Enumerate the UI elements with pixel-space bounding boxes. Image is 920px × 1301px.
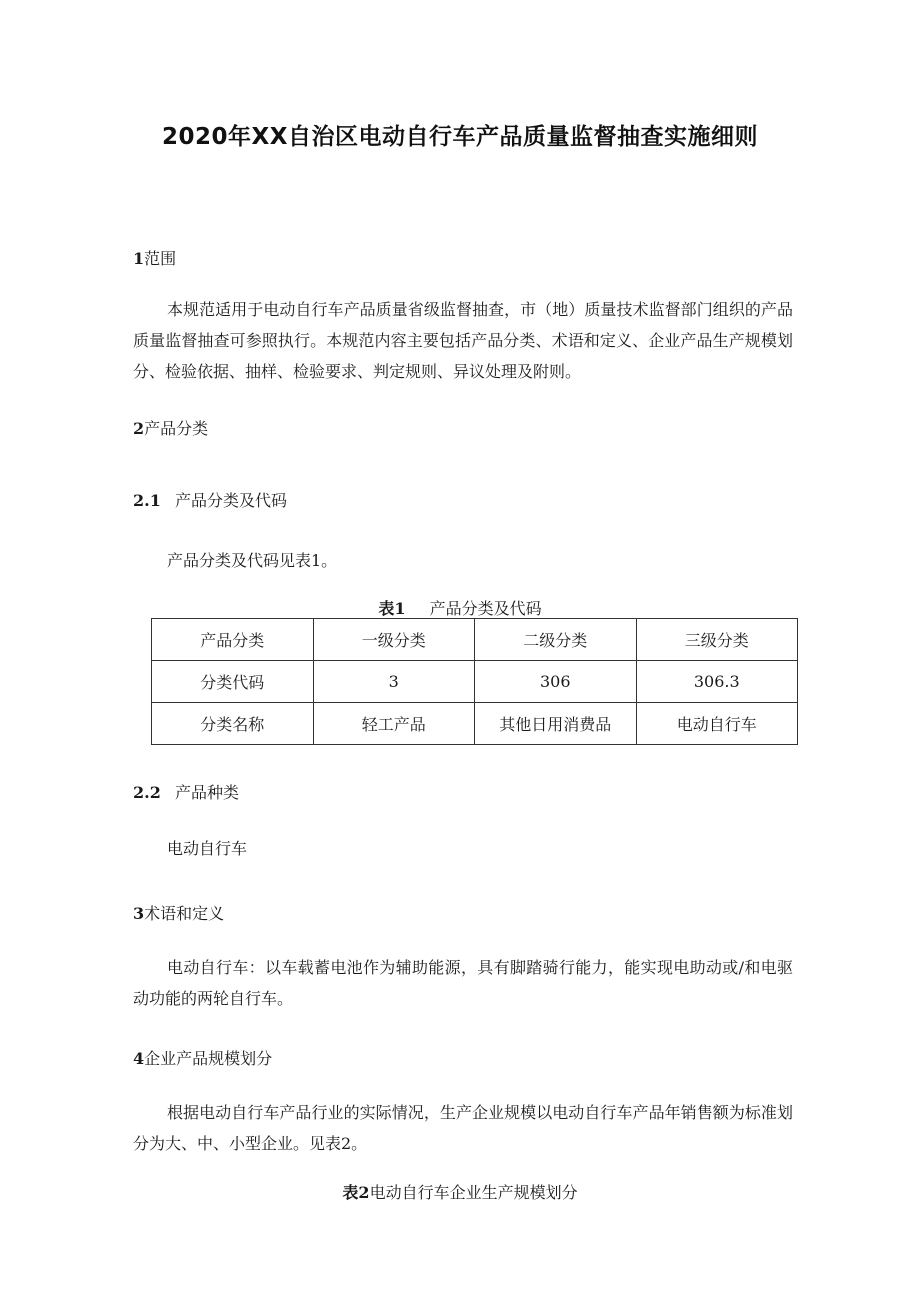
- table-cell: 二级分类: [475, 619, 637, 661]
- section-2-1-title: 产品分类及代码: [175, 491, 288, 510]
- table-cell: 分类代码: [152, 661, 314, 703]
- table-cell: 产品分类: [152, 619, 314, 661]
- table-1-title: 产品分类及代码: [429, 599, 542, 618]
- table-cell: 3: [313, 661, 475, 703]
- section-2-2-heading: [133, 780, 239, 803]
- section-2-title: 产品分类: [144, 419, 209, 438]
- section-2-1-heading: [133, 488, 287, 511]
- section-4-body: 根据电动自行车产品行业的实际情况，生产企业规模以电动自行车产品年销售额为标准划分为大、中、小型企业。见表2。: [133, 1103, 793, 1153]
- section-2-2-number: 2.2: [133, 783, 161, 802]
- section-2-1-body: 产品分类及代码见表1。: [167, 551, 338, 570]
- section-3-body: 电动自行车：以车载蓄电池作为辅助能源，具有脚踏骑行能力，能实现电助动或/和电驱动功能的两轮自行车。: [133, 958, 793, 1008]
- section-1-number: 1: [133, 249, 145, 268]
- table-cell: 轻工产品: [313, 703, 475, 745]
- table-cell: 其他日用消费品: [475, 703, 637, 745]
- section-4-title: 企业产品规模划分: [144, 1049, 273, 1068]
- section-2-2-title: 产品种类: [175, 783, 240, 802]
- table-cell: 电动自行车: [636, 703, 798, 745]
- section-1-heading: [133, 246, 176, 269]
- table-cell: 三级分类: [636, 619, 798, 661]
- section-3-number: 3: [133, 904, 145, 923]
- section-1-title: 范围: [144, 249, 177, 268]
- product-classification-table: [151, 618, 798, 745]
- table-1-caption: [0, 596, 920, 619]
- table-cell: 分类名称: [152, 703, 314, 745]
- table-cell: 306: [475, 661, 637, 703]
- table-1-label: 表1: [378, 599, 406, 618]
- section-2-number: 2: [133, 419, 145, 438]
- table-2-title: 电动自行车企业生产规模划分: [369, 1183, 578, 1202]
- section-3-heading: [133, 901, 224, 924]
- section-2-heading: [133, 416, 208, 439]
- section-4-heading: [133, 1046, 272, 1069]
- section-3-title: 术语和定义: [144, 904, 225, 923]
- section-1-body: 本规范适用于电动自行车产品质量省级监督抽查，市（地）质量技术监督部门组织的产品质量监督抽查可参照执行。本规范内容主要包括产品分类、术语和定义、企业产品生产规模划分、检验依据、抽样、检验要求、判定规则、异议处理及附则。: [133, 300, 793, 381]
- table-2-label: 表2: [342, 1183, 370, 1202]
- section-4-number: 4: [133, 1049, 145, 1068]
- table-cell: 一级分类: [313, 619, 475, 661]
- table-2-caption: [0, 1180, 920, 1203]
- table-row: [152, 703, 798, 745]
- table-row: [152, 619, 798, 661]
- table-cell: 306.3: [636, 661, 798, 703]
- document-title: 2020年XX自治区电动自行车产品质量监督抽查实施细则: [162, 124, 758, 150]
- table-row: [152, 661, 798, 703]
- section-2-1-number: 2.1: [133, 491, 161, 510]
- section-2-2-body: 电动自行车: [167, 839, 248, 858]
